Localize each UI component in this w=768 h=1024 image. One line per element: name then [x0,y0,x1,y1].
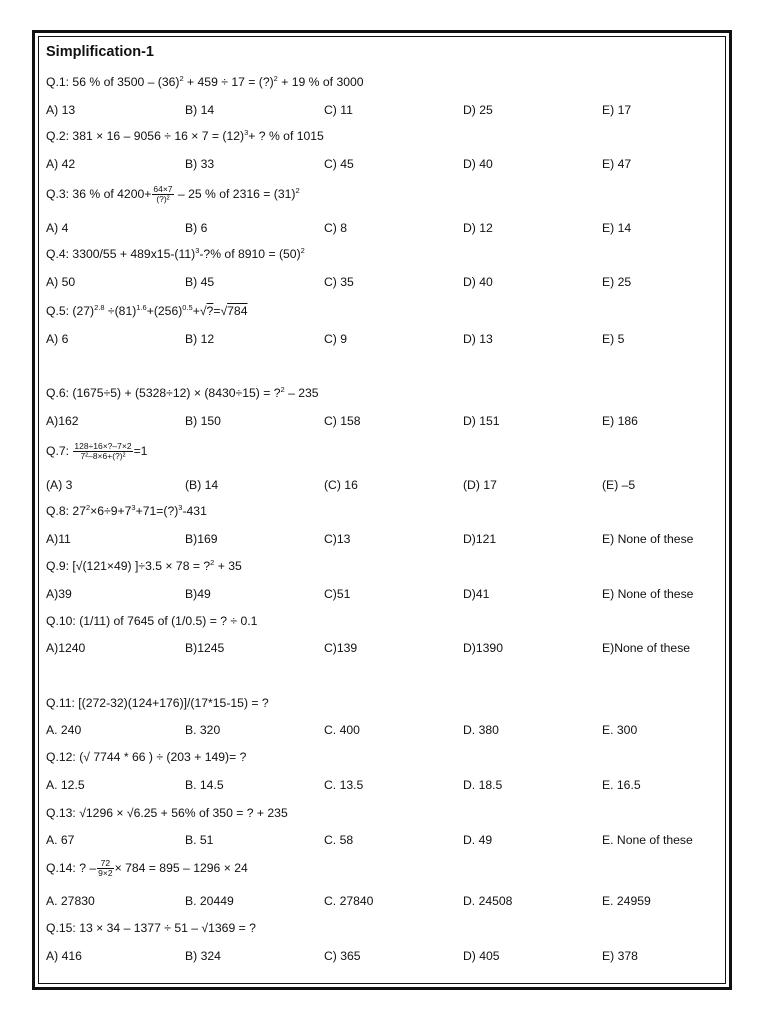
exponent: 2 [273,73,278,83]
options-4 [46,272,726,292]
option-e[interactable]: E) 47 [602,157,632,171]
question-number: Q.14: [46,861,76,875]
exponent: 2.8 [94,302,105,312]
question-number: Q.10: [46,614,76,628]
question-text: (1/11) of 7645 of (1/0.5) = ? ÷ 0.1 [75,614,258,628]
fraction [97,859,113,878]
question-text: (√ 7744 * 66 ) ÷ (203 + 149)= ? [75,750,247,764]
option-b[interactable]: B. 20449 [185,894,234,908]
question-1 [46,72,364,92]
option-e[interactable]: E)None of these [602,641,691,655]
question-text: √1296 × √6.25 + 56% of 350 = ? + 235 [75,806,288,820]
question-number: Q.4: [46,247,70,261]
option-d[interactable]: D. 49 [463,833,493,847]
question-text: +(256) [146,304,183,318]
question-5 [46,301,247,321]
option-c[interactable]: C) 45 [324,157,354,171]
option-d[interactable]: D. 24508 [463,894,513,908]
question-text: 381 × 16 – 9056 ÷ 16 × 7 = (12) [69,129,245,143]
exponent: 2 [85,502,91,512]
question-8 [46,501,207,521]
question-number: Q.6: [46,386,70,400]
question-10 [46,611,257,631]
option-a[interactable]: A. 12.5 [46,778,85,792]
worksheet-title: Simplification-1 [46,44,154,60]
option-a[interactable]: A) 42 [46,157,76,171]
option-d[interactable]: D) 13 [463,332,493,346]
option-b[interactable]: B)49 [185,587,211,601]
exponent: 0.5 [182,302,193,312]
option-a[interactable]: A) 50 [46,275,76,289]
exponent: 3 [178,502,183,512]
option-b[interactable]: B) 12 [185,332,215,346]
question-text: 36 % of 4200+ [69,187,152,201]
option-e[interactable]: E. 300 [602,723,638,737]
option-a[interactable]: A)1240 [46,641,86,655]
question-text: =1 [133,444,148,458]
option-e[interactable]: E) 14 [602,221,632,235]
option-a[interactable]: A)162 [46,414,79,428]
option-c[interactable]: C)139 [324,641,358,655]
option-c[interactable]: C) 158 [324,414,361,428]
option-a[interactable]: A. 67 [46,833,75,847]
options-3 [46,218,726,238]
question-text: 56 % of 3500 – (36) [69,75,180,89]
options-1 [46,100,726,120]
option-d[interactable]: D)41 [463,587,490,601]
options-7 [46,475,726,495]
question-number: Q.1: [46,75,70,89]
question-text: (27) [69,304,95,318]
question-text: =√ [213,304,228,318]
question-number: Q.12: [46,750,76,764]
option-d[interactable]: D) 12 [463,221,493,235]
question-text: ? – [75,861,97,875]
option-d[interactable]: D) 25 [463,103,493,117]
option-b[interactable]: B) 45 [185,275,215,289]
question-text: +√ [192,304,207,318]
question-14 [46,858,248,878]
option-a[interactable]: A)11 [46,532,71,546]
option-d[interactable]: D. 380 [463,723,499,737]
option-b[interactable]: B. 320 [185,723,221,737]
option-e[interactable]: E) None of these [602,532,694,546]
question-7 [46,441,147,461]
option-c[interactable]: C. 27840 [324,894,374,908]
numerator: 64×7 [153,184,173,195]
option-e[interactable]: E) 25 [602,275,632,289]
question-3 [46,184,300,204]
option-c[interactable]: C) 11 [324,103,353,117]
option-c[interactable]: C) 35 [324,275,354,289]
question-text: 13 × 34 – 1377 ÷ 51 – √1369 = ? [75,921,256,935]
question-text: + ? % of 1015 [248,129,324,143]
question-number: Q.3: [46,187,70,201]
question-number: Q.15: [46,921,76,935]
options-2 [46,154,726,174]
options-11 [46,720,726,740]
option-e[interactable]: E. None of these [602,833,693,847]
option-b[interactable]: B) 33 [185,157,215,171]
option-b[interactable]: (B) 14 [185,478,219,492]
question-text: +71=(?) [135,504,179,518]
question-text: – 235 [284,386,319,400]
option-a[interactable]: A) 4 [46,221,69,235]
question-13 [46,803,288,823]
option-e[interactable]: E. 16.5 [602,778,641,792]
option-a[interactable]: A) 13 [46,103,76,117]
option-c[interactable]: (C) 16 [324,478,358,492]
option-b[interactable]: B. 14.5 [185,778,224,792]
options-5 [46,329,726,349]
option-c[interactable]: C. 58 [324,833,354,847]
option-c[interactable]: C)51 [324,587,351,601]
options-14 [46,891,726,911]
question-number: Q.7: [46,444,70,458]
question-text: – 25 % of 2316 = (31) [174,187,296,201]
option-e[interactable]: (E) –5 [602,478,636,492]
fraction [73,442,132,461]
option-d[interactable]: D) 405 [463,949,500,963]
numerator: 128÷16×?–7×2 [74,441,132,452]
question-text: [√(121×49) ]÷3.5 × 78 = ? [69,559,211,573]
question-text: [(272-32)(124+176)]/(17*15-15) = ? [74,696,269,710]
options-9 [46,584,726,604]
options-12 [46,775,726,795]
question-15 [46,918,256,938]
option-b[interactable]: B)169 [185,532,218,546]
option-d[interactable]: D) 151 [463,414,500,428]
option-c[interactable]: C) 8 [324,221,348,235]
question-text: 3300/55 + 489x15-(11) [69,247,196,261]
radicand: 784 [227,304,248,318]
option-a[interactable]: A. 240 [46,723,82,737]
exponent: 2 [295,185,300,195]
question-text: (1675÷5) + (5328÷12) × (8430÷15) = ? [69,386,281,400]
question-number: Q.8: [46,504,70,518]
radicand: ? [206,304,214,318]
denominator: 7²–8×6+(?)² [80,451,126,462]
question-number: Q.2: [46,129,70,143]
exponent: 3 [195,245,200,255]
question-number: Q.5: [46,304,70,318]
question-4 [46,244,305,264]
question-11 [46,693,269,713]
option-e[interactable]: E. 24959 [602,894,651,908]
exponent: 3 [244,127,249,137]
fraction [152,185,173,204]
option-a[interactable]: A. 27830 [46,894,95,908]
option-b[interactable]: B) 6 [185,221,208,235]
option-b[interactable]: B)1245 [185,641,225,655]
question-12 [46,747,246,767]
denominator: 9×2 [98,868,113,879]
question-number: Q.13: [46,806,76,820]
options-6 [46,411,726,431]
option-d[interactable]: D)1390 [463,641,503,655]
option-b[interactable]: B. 51 [185,833,214,847]
option-e[interactable]: E) 378 [602,949,638,963]
question-text: -?% of 8910 = (50) [199,247,301,261]
question-number: Q.9: [46,559,70,573]
exponent: 2 [280,384,285,394]
exponent: 2 [210,557,215,567]
option-e[interactable]: E) 17 [602,103,632,117]
option-e[interactable]: E) None of these [602,587,694,601]
question-text: + 35 [214,559,242,573]
option-c[interactable]: C)13 [324,532,351,546]
option-c[interactable]: C. 400 [324,723,360,737]
option-b[interactable]: B) 324 [185,949,221,963]
question-text: ÷(81) [104,304,137,318]
exponent: 2 [179,73,184,83]
exponent: 3 [131,502,136,512]
option-b[interactable]: B) 150 [185,414,221,428]
options-8 [46,529,726,549]
question-text: × 784 = 895 – 1296 × 24 [114,861,248,875]
option-c[interactable]: C. 13.5 [324,778,364,792]
option-d[interactable]: D. 18.5 [463,778,503,792]
option-a[interactable]: A)39 [46,587,72,601]
option-e[interactable]: E) 5 [602,332,625,346]
option-c[interactable]: C) 365 [324,949,361,963]
option-c[interactable]: C) 9 [324,332,348,346]
option-a[interactable]: (A) 3 [46,478,73,492]
question-text: + 459 ÷ 17 = (?) [183,75,274,89]
exponent: 2 [300,245,305,255]
option-d[interactable]: D) 40 [463,157,493,171]
option-b[interactable]: B) 14 [185,103,215,117]
option-d[interactable]: (D) 17 [463,478,497,492]
option-a[interactable]: A) 416 [46,949,82,963]
exponent: 1.6 [136,302,147,312]
option-e[interactable]: E) 186 [602,414,638,428]
question-text: ×6÷9+7 [90,504,132,518]
options-15 [46,946,726,966]
denominator: (?)² [156,194,170,205]
option-d[interactable]: D)121 [463,532,497,546]
option-a[interactable]: A) 6 [46,332,69,346]
question-text: 27 [69,504,86,518]
question-text: + 19 % of 3000 [277,75,364,89]
question-number: Q.11: [46,696,75,710]
question-6 [46,383,319,403]
question-9 [46,556,242,576]
options-10 [46,638,726,658]
question-2 [46,126,324,146]
question-text: -431 [182,504,207,518]
option-d[interactable]: D) 40 [463,275,493,289]
numerator: 72 [97,859,113,869]
options-13 [46,830,726,850]
